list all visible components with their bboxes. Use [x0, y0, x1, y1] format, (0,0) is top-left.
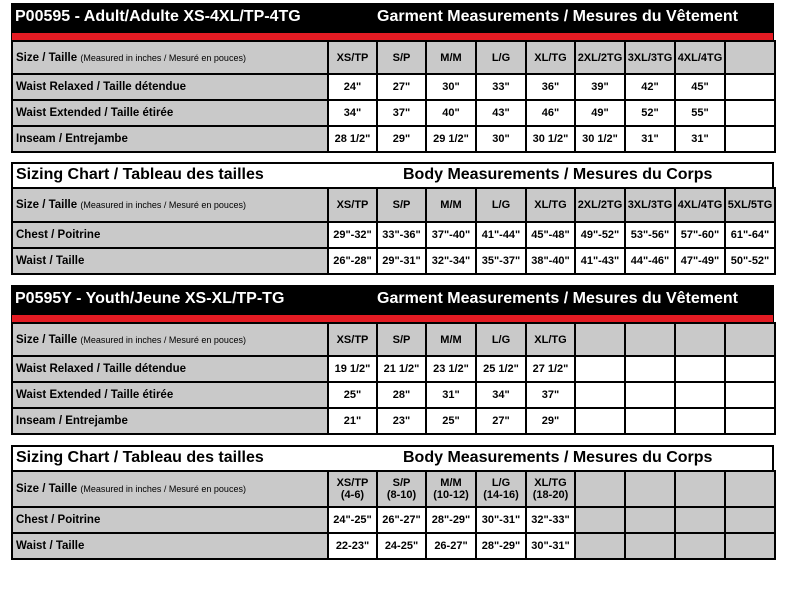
section-header [11, 445, 774, 470]
size-header-cell [12, 323, 328, 356]
size-note: (Measured in inches / Mesuré en pouces) [80, 484, 246, 494]
section-header [11, 3, 774, 33]
measurement-cell [725, 533, 775, 559]
measurement-cell: 23 1/2" [426, 356, 476, 382]
measurement-cell: 49" [575, 100, 625, 126]
measurement-cell [725, 126, 775, 152]
size-column-header: L/G [476, 323, 526, 356]
measurement-cell: 31" [625, 126, 675, 152]
measurement-cell [675, 382, 725, 408]
measurement-cell: 47"-49" [675, 248, 725, 274]
header-row [12, 41, 775, 74]
accent-bar [11, 315, 774, 322]
measurement-cell: 24-25" [377, 533, 426, 559]
chart-title: Sizing Chart / Tableau des tailles [16, 166, 264, 183]
measurement-cell: 30 1/2" [575, 126, 625, 152]
measurement-cell: 29"-31" [377, 248, 426, 274]
table-row [12, 100, 775, 126]
adult-body-section [11, 162, 774, 275]
row-label: Waist Extended / Taille étirée [12, 100, 328, 126]
size-column-header: M/M [426, 41, 476, 74]
size-column-header: S/P [377, 323, 426, 356]
measurement-cell: 30"-31" [526, 533, 575, 559]
size-column-header: S/P [377, 188, 426, 222]
size-column-header: 4XL/4TG [675, 188, 725, 222]
measurement-cell: 45" [675, 74, 725, 100]
measurement-table [11, 187, 776, 275]
row-label: Waist Extended / Taille étirée [12, 382, 328, 408]
section-title: Garment Measurements / Mesures du Vêtement [377, 8, 739, 25]
size-column-header: 4XL/4TG [675, 41, 725, 74]
measurement-cell: 29" [377, 126, 426, 152]
measurement-cell: 25 1/2" [476, 356, 526, 382]
row-label: Waist / Taille [12, 248, 328, 274]
measurement-cell: 42" [625, 74, 675, 100]
table-row [12, 533, 775, 559]
measurement-cell: 21 1/2" [377, 356, 426, 382]
section-header [11, 162, 774, 187]
size-column-header [725, 41, 775, 74]
row-label: Waist Relaxed / Taille détendue [12, 356, 328, 382]
table-row [12, 408, 775, 434]
size-label: Size / Taille [16, 199, 78, 211]
size-column-header: M/M [426, 188, 476, 222]
measurement-cell [725, 356, 775, 382]
measurement-cell: 32"-34" [426, 248, 476, 274]
measurement-cell: 27" [476, 408, 526, 434]
size-range: (4-6) [340, 489, 365, 501]
size-range: (10-12) [433, 489, 469, 501]
size-column-header: XL/TG [526, 323, 575, 356]
youth-garment-section [11, 285, 774, 435]
measurement-cell [575, 533, 625, 559]
size-note: (Measured in inches / Mesuré en pouces) [80, 200, 246, 210]
size-header-cell [12, 471, 328, 507]
measurement-cell: 37" [377, 100, 426, 126]
size-column-header: L/G [476, 188, 526, 222]
measurement-cell [575, 507, 625, 533]
size-label: Size / Taille [16, 483, 78, 495]
measurement-cell [675, 408, 725, 434]
measurement-cell: 41"-43" [575, 248, 625, 274]
measurement-cell: 38"-40" [526, 248, 575, 274]
measurement-cell: 29" [526, 408, 575, 434]
table-row [12, 248, 775, 274]
measurement-cell: 37" [526, 382, 575, 408]
measurement-cell [675, 356, 725, 382]
size-column-header: XL/TG [526, 41, 575, 74]
section-header [11, 285, 774, 315]
row-label: Waist / Taille [12, 533, 328, 559]
size-column-header [426, 471, 476, 507]
chart-title: Sizing Chart / Tableau des tailles [16, 449, 264, 466]
measurement-cell: 33"-36" [377, 222, 426, 248]
table-row [12, 356, 775, 382]
row-label: Inseam / Entrejambe [12, 126, 328, 152]
size-column-header [625, 323, 675, 356]
size-column-header: 2XL/2TG [575, 41, 625, 74]
table-row [12, 382, 775, 408]
size-column-header [575, 471, 625, 507]
measurement-cell [725, 382, 775, 408]
measurement-cell [625, 533, 675, 559]
size-label: Size / Taille [16, 51, 78, 64]
size-column-header: XS/TP [328, 323, 377, 356]
measurement-table [11, 40, 776, 153]
measurement-cell: 30" [476, 126, 526, 152]
measurement-cell: 21" [328, 408, 377, 434]
size-name: M/M [440, 477, 462, 489]
header-row [12, 323, 775, 356]
measurement-cell: 30" [426, 74, 476, 100]
size-header-cell [12, 188, 328, 222]
size-column-header: 3XL/3TG [625, 41, 675, 74]
measurement-cell [725, 408, 775, 434]
size-column-header: XL/TG [526, 188, 575, 222]
measurement-cell [675, 507, 725, 533]
size-name: S/P [392, 477, 411, 489]
measurement-cell: 27" [377, 74, 426, 100]
measurement-cell: 28"-29" [476, 533, 526, 559]
size-column-header [575, 323, 625, 356]
size-range: (14-16) [483, 489, 519, 501]
measurement-cell [625, 408, 675, 434]
section-title: Garment Measurements / Mesures du Vêtement [377, 290, 739, 307]
measurement-cell [625, 356, 675, 382]
measurement-cell: 29 1/2" [426, 126, 476, 152]
measurement-cell: 61"-64" [725, 222, 775, 248]
measurement-cell: 26"-28" [328, 248, 377, 274]
size-header-cell [12, 41, 328, 74]
size-label: Size / Taille [16, 333, 78, 346]
measurement-cell [575, 356, 625, 382]
size-range: (8-10) [386, 489, 417, 501]
measurement-cell [725, 74, 775, 100]
measurement-cell: 44"-46" [625, 248, 675, 274]
table-row [12, 126, 775, 152]
measurement-cell: 24" [328, 74, 377, 100]
measurement-cell: 29"-32" [328, 222, 377, 248]
size-name: XL/TG [534, 477, 567, 489]
measurement-cell: 30"-31" [476, 507, 526, 533]
measurement-table [11, 470, 776, 560]
size-column-header [725, 471, 775, 507]
row-label: Inseam / Entrejambe [12, 408, 328, 434]
measurement-cell: 55" [675, 100, 725, 126]
measurement-cell: 28" [377, 382, 426, 408]
size-note: (Measured in inches / Mesuré en pouces) [80, 52, 246, 63]
measurement-cell: 41"-44" [476, 222, 526, 248]
measurement-cell: 53"-56" [625, 222, 675, 248]
measurement-cell: 32"-33" [526, 507, 575, 533]
size-column-header: XS/TP [328, 41, 377, 74]
measurement-cell: 31" [675, 126, 725, 152]
header-row [12, 188, 775, 222]
size-column-header: S/P [377, 41, 426, 74]
table-row [12, 74, 775, 100]
size-column-header: 5XL/5TG [725, 188, 775, 222]
measurement-cell: 28"-29" [426, 507, 476, 533]
measurement-cell [575, 408, 625, 434]
size-column-header [377, 471, 426, 507]
youth-body-section [11, 445, 774, 560]
measurement-cell: 49"-52" [575, 222, 625, 248]
header-row [12, 471, 775, 507]
size-name: L/G [491, 477, 511, 489]
measurement-cell [675, 533, 725, 559]
size-column-header: XS/TP [328, 188, 377, 222]
measurement-cell: 52" [625, 100, 675, 126]
size-column-header [328, 471, 377, 507]
measurement-cell: 27 1/2" [526, 356, 575, 382]
table-row [12, 222, 775, 248]
measurement-cell [725, 507, 775, 533]
measurement-cell: 30 1/2" [526, 126, 575, 152]
size-column-header: 2XL/2TG [575, 188, 625, 222]
measurement-cell [575, 382, 625, 408]
measurement-cell: 37"-40" [426, 222, 476, 248]
size-column-header [625, 471, 675, 507]
measurement-cell: 43" [476, 100, 526, 126]
size-column-header [725, 323, 775, 356]
measurement-cell: 46" [526, 100, 575, 126]
measurement-cell [725, 100, 775, 126]
table-row [12, 507, 775, 533]
measurement-cell: 45"-48" [526, 222, 575, 248]
row-label: Waist Relaxed / Taille détendue [12, 74, 328, 100]
size-column-header: 3XL/3TG [625, 188, 675, 222]
row-label: Chest / Poitrine [12, 222, 328, 248]
product-title: P0595Y - Youth/Jeune XS-XL/TP-TG [15, 290, 285, 307]
size-column-header [675, 471, 725, 507]
section-title: Body Measurements / Mesures du Corps [403, 166, 713, 183]
size-range: (18-20) [532, 489, 569, 501]
measurement-cell: 25" [426, 408, 476, 434]
measurement-cell: 40" [426, 100, 476, 126]
size-column-header [675, 323, 725, 356]
measurement-cell: 26"-27" [377, 507, 426, 533]
measurement-cell: 22-23" [328, 533, 377, 559]
size-column-header [526, 471, 575, 507]
measurement-cell: 39" [575, 74, 625, 100]
measurement-cell [625, 507, 675, 533]
measurement-cell: 33" [476, 74, 526, 100]
size-column-header: L/G [476, 41, 526, 74]
adult-garment-section [11, 3, 774, 153]
measurement-cell: 34" [328, 100, 377, 126]
measurement-cell: 50"-52" [725, 248, 775, 274]
measurement-cell [625, 382, 675, 408]
size-column-header [476, 471, 526, 507]
measurement-cell: 23" [377, 408, 426, 434]
measurement-cell: 31" [426, 382, 476, 408]
measurement-cell: 34" [476, 382, 526, 408]
accent-bar [11, 33, 774, 40]
measurement-table [11, 322, 776, 435]
measurement-cell: 25" [328, 382, 377, 408]
measurement-cell: 35"-37" [476, 248, 526, 274]
section-title: Body Measurements / Mesures du Corps [403, 449, 713, 466]
measurement-cell: 57"-60" [675, 222, 725, 248]
size-name: XS/TP [336, 477, 369, 489]
measurement-cell: 28 1/2" [328, 126, 377, 152]
size-note: (Measured in inches / Mesuré en pouces) [80, 334, 246, 345]
measurement-cell: 26-27" [426, 533, 476, 559]
size-column-header: M/M [426, 323, 476, 356]
measurement-cell: 36" [526, 74, 575, 100]
product-title: P00595 - Adult/Adulte XS-4XL/TP-4TG [15, 8, 301, 25]
measurement-cell: 19 1/2" [328, 356, 377, 382]
measurement-cell: 24"-25" [328, 507, 377, 533]
row-label: Chest / Poitrine [12, 507, 328, 533]
